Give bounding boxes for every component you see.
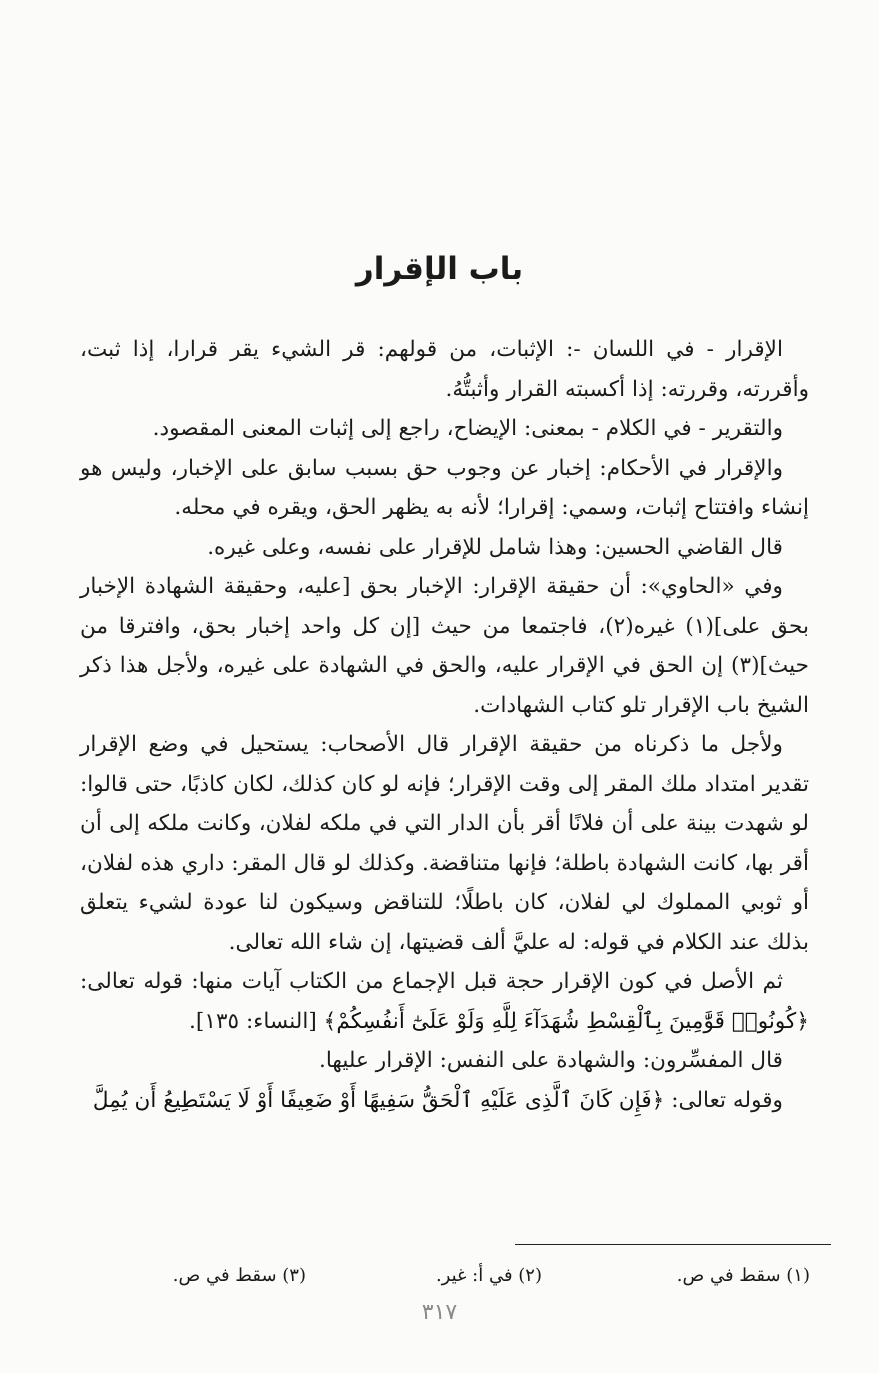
footnote-3: (٣) سقط في ص. [172,1265,306,1286]
paragraph-ashab: ولأجل ما ذكرناه من حقيقة الإقرار قال الأصحاب: يستحيل في وضع الإقرار تقدير امتداد ملك المقر إلى وقت الإقرار؛ فإنه لو كان كذلك، لكان كاذبًا، حتى قالوا: لو شهدت بينة على أن فلانًا أقر بأن الدار التي في ملكه لفلان، وكانت ملكه إلى أن أقر بها، كانت الشهادة باطلة؛ فإنها متناقضة. وكذلك لو قال المقر: داري هذه لفلان، أو ثوبي المملوك لي لفلان، كان باطلًا؛ للتناقض وسيكون لنا عودة لشيء يتعلق بذلك عند الكلام في قوله: له عليَّ ألف قضيتها، إن شاء الله تعالى. [80,732,810,955]
page-number: ٣١٧ [421,1300,458,1325]
second-verse-lead: وقوله تعالى: [671,1087,783,1113]
quran-verse-2: ﴿فَإِن كَانَ ٱلَّذِى عَلَيْهِ ٱلْحَقُّ سَفِيهًا أَوْ ضَعِيفًا أَوْ لَا يَسْتَطِيعُ أَن يُمِلَّ [92,1087,665,1113]
paragraph-legal-definition: والإقرار في الأحكام: إخبار عن وجوب حق بسبب سابق على الإخبار، وليس هو إنشاء وافتتاح إثبات، وسمي: إقرارا؛ لأنه به يظهر الحق، ويقره في محله. [80,455,809,520]
verse-reference: [النساء: ١٣٥]. [189,1008,317,1034]
paragraph-second-verse [80,1081,809,1121]
paragraph-qadi-husayn: قال القاضي الحسين: وهذا شامل للإقرار على نفسه، وعلى غيره. [207,534,783,560]
paragraph-taqrir: والتقرير - في الكلام - بمعنى: الإيضاح، راجع إلى إثبات المعنى المقصود. [152,416,783,441]
chapter-title: باب الإقرار [355,250,524,287]
footnote-separator [515,1244,831,1245]
footnote-1: (١) سقط في ص. [676,1265,810,1286]
footnote-2: (٢) في أ: غير. [435,1265,542,1286]
verse-lead-text: ثم الأصل في كون الإقرار حجة قبل الإجماع من الكتاب آيات منها: قوله تعالى: [80,969,783,994]
footnotes [80,1258,810,1298]
paragraph-mufassirun: قال المفسِّرون: والشهادة على النفس: الإقرار عليها. [318,1048,783,1073]
body-text [80,330,809,1120]
paragraph-definition: الإقرار - في اللسان -: الإثبات، من قولهم: قر الشيء يقر قرارا، إذا ثبت، وأقررته، وقررته: إذا أكسبته القرار وأثبتُّهُ. [80,337,809,402]
paragraph-quran-evidence [80,962,809,1041]
paragraph-hawi: وفي «الحاوي»: أن حقيقة الإقرار: الإخبار بحق [عليه، وحقيقة الشهادة الإخبار بحق على](١) غيره(٢)، فاجتمعا من حيث [إن كل واحد إخبار بحق، وافترقا من حيث](٣) إن الحق في الإقرار عليه، والحق في الشهادة على غيره، ولأجل هذا ذكر الشيخ باب الإقرار تلو كتاب الشهادات. [80,574,810,718]
quran-verse: ﴿كُونُوا۟ قَوَّٰمِينَ بِٱلْقِسْطِ شُهَدَآءَ لِلَّهِ وَلَوْ عَلَىٰٓ أَنفُسِكُمْ﴾ [323,1008,809,1034]
